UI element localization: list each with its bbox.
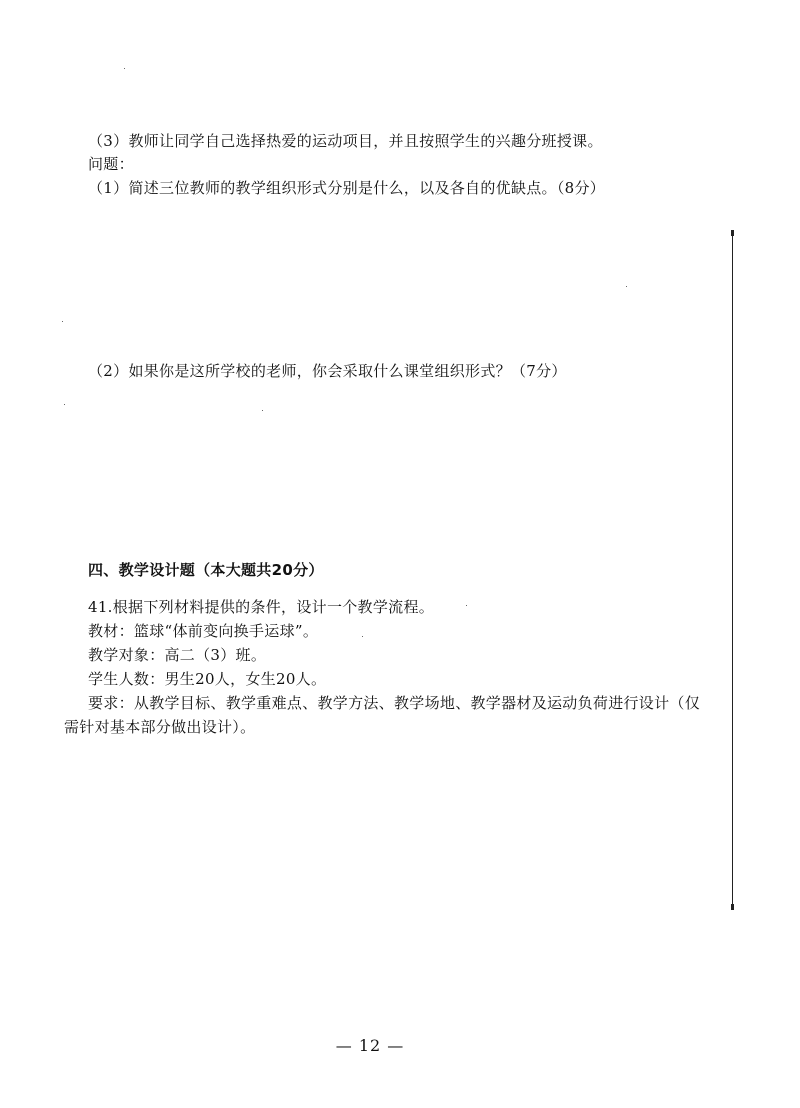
scan-speck: [466, 605, 467, 606]
binding-line: [732, 230, 733, 910]
requirement-line-2: 需针对基本部分做出设计）。: [64, 718, 256, 736]
binding-tick-bottom: [731, 904, 734, 910]
question-2: （2）如果你是这所学校的老师，你会采取什么课堂组织形式？（7分）: [88, 362, 567, 380]
questions-label: 问题：: [88, 155, 134, 173]
requirement-line-1: 要求：从教学目标、教学重难点、教学方法、教学场地、教学器材及运动负荷进行设计（仅: [88, 694, 701, 712]
binding-tick-top: [731, 230, 734, 236]
page-number: — 12 —: [335, 1036, 405, 1055]
scan-speck: [124, 68, 125, 69]
scan-speck: [262, 410, 263, 411]
question-41-intro: 41.根据下列材料提供的条件，设计一个教学流程。: [88, 598, 435, 616]
material-label: 教材：篮球“体前变向换手运球”。: [88, 622, 319, 640]
question-part-3: （3）教师让同学自己选择热爱的运动项目，并且按照学生的兴趣分班授课。: [88, 132, 603, 150]
teaching-object: 教学对象：高二（3）班。: [88, 646, 267, 664]
scan-speck: [626, 286, 627, 287]
question-1: （1）简述三位教师的教学组织形式分别是什么，以及各自的优缺点。（8分）: [88, 179, 606, 197]
scan-speck: [64, 404, 65, 405]
student-count: 学生人数：男生20人，女生20人。: [88, 670, 327, 688]
section-four-heading: 四、教学设计题（本大题共20分）: [88, 561, 324, 579]
scan-speck: [362, 636, 363, 637]
scan-speck: [62, 321, 63, 322]
